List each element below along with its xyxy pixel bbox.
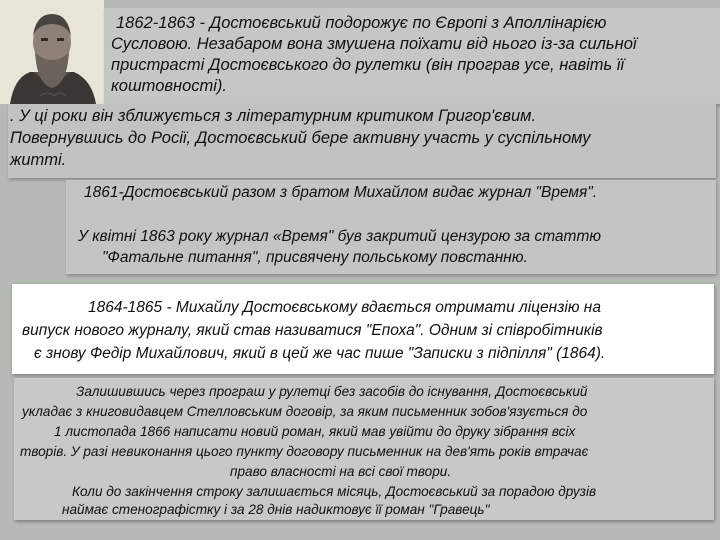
paragraph-5-line-7: наймає стенографістку і за 28 днів надиктовує її роман "Гравець" [62,502,490,517]
text-block-epokha-journal [12,284,714,374]
paragraph-1-line-4: коштовності). [111,77,228,95]
paragraph-3-line-1: 1861-Достоєвський разом з братом Михайлом видає журнал "Время". [84,184,598,201]
text-block-grigoryev [8,104,716,178]
dostoevsky-portrait [0,0,104,104]
paragraph-2-line-3: житті. [10,151,67,169]
text-block-1862-1863 [104,8,720,104]
paragraph-4-line-3: є знову Федір Михайлович, який в цей же час пише "Записки з підпілля" (1864). [34,345,606,362]
paragraph-3-line-2: У квітні 1863 року журнал «Время" був закритий цензурою за статтю [78,228,602,245]
paragraph-5-line-5: право власності на всі свої твори. [230,464,452,479]
paragraph-5-line-4: творів. У разі невиконання цього пункту договору письменник на дев'ять років втрачає [20,444,589,459]
portrait-engraving [0,0,104,104]
paragraph-4-line-1: 1864-1865 - Михайлу Достоєвському вдається отримати ліцензію на [88,299,601,316]
paragraph-5-line-1: Залишившись через програш у рулетці без засобів до існування, Достоєвський [76,384,588,399]
paragraph-1-line-1: 1862-1863 - Достоєвський подорожує по Європі з Аполлінарією [116,14,607,32]
text-block-vremya-journal [66,180,716,274]
paragraph-2-line-2: Повернувшись до Росії, Достоєвський бере активну участь у суспільному [10,129,591,147]
paragraph-1-line-3: пристрасті Достоєвського до рулетки (він програв усе, навіть її [111,56,625,74]
paragraph-3-line-3: "Фатальне питання", присвячену польському повстанню. [102,249,528,266]
paragraph-2-line-1: . У ці роки він зближується з літературним критиком Григор'євим. [10,107,537,125]
paragraph-1-line-2: Сусловою. Незабаром вона змушена поїхати від нього із-за сильної [111,35,637,53]
paragraph-5-line-3: 1 листопада 1866 написати новий роман, який мав увійти до друку зібрання всіх [54,424,576,439]
paragraph-5-line-6: Коли до закінчення строку залишається місяць, Достоєвський за порадою друзів [72,484,597,499]
text-block-gambler-novel [14,378,714,520]
paragraph-5-line-2: укладає з книговидавцем Стелловським договір, за яким письменник зобов'язується до [22,404,588,419]
paragraph-4-line-2: випуск нового журналу, який став називатися "Епоха". Одним зі співробітників [22,322,603,339]
